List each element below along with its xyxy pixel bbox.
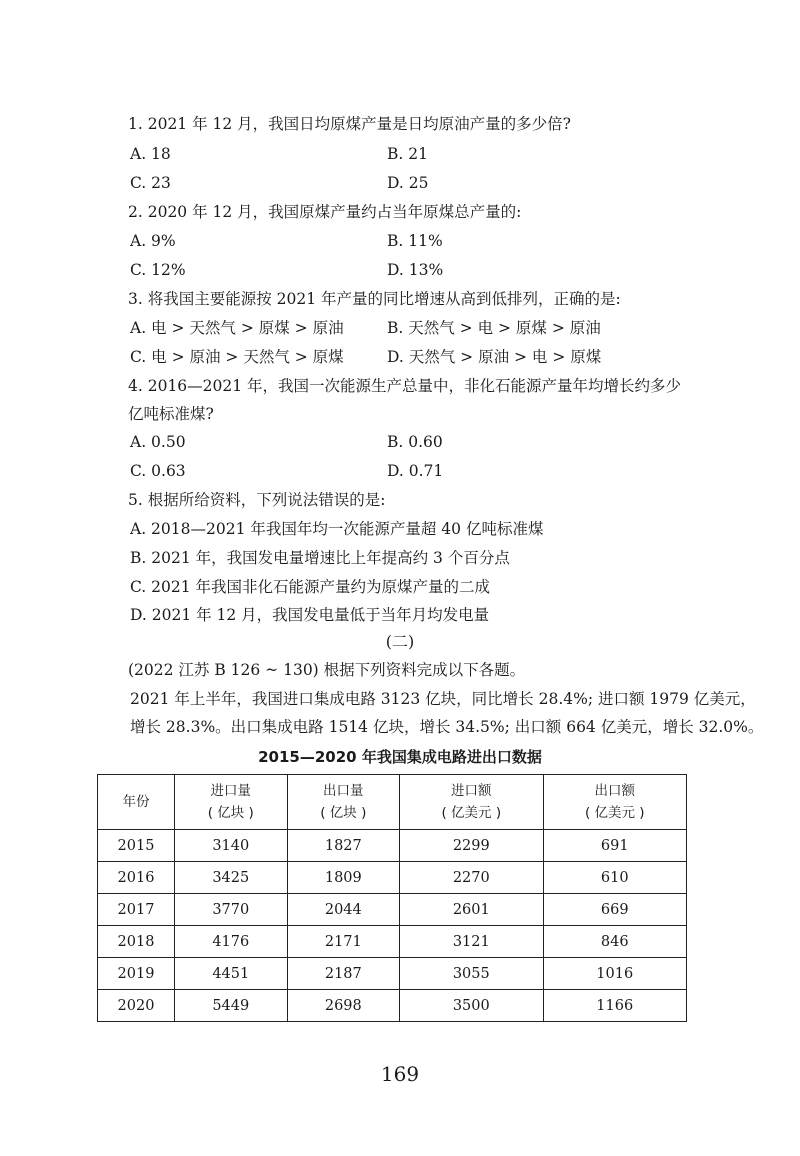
header-year: 年份 [98,775,175,830]
table-row [98,990,687,1022]
question-4-stem: 4. 2016—2021 年，我国一次能源生产总量中，非化石能源产量年均增长约多少 [128,377,682,395]
cell-export-value: 691 [543,830,686,862]
table-header-row [98,775,687,830]
cell-export-value: 669 [543,894,686,926]
cell-export-volume: 1827 [287,830,400,862]
cell-import-value: 3500 [400,990,543,1022]
section-heading: (二) [385,632,415,651]
question-3-option-c: C. 电 > 原油 > 天然气 > 原煤 [130,348,344,366]
question-3-stem: 3. 将我国主要能源按 2021 年产量的同比增速从高到低排列，正确的是: [128,290,621,308]
question-1-stem: 1. 2021 年 12 月，我国日均原煤产量是日均原油产量的多少倍? [128,115,571,133]
question-3-option-d: D. 天然气 > 原油 > 电 > 原煤 [387,348,602,366]
cell-import-volume: 4176 [175,926,288,958]
cell-export-value: 1016 [543,958,686,990]
cell-import-volume: 3140 [175,830,288,862]
cell-year: 2020 [98,990,175,1022]
header-import-volume: 进口量 ( 亿块 ) [175,775,288,830]
table-row [98,894,687,926]
question-3-option-b: B. 天然气 > 电 > 原煤 > 原油 [387,319,601,337]
table-row [98,926,687,958]
question-5-option-d: D. 2021 年 12 月，我国发电量低于当年月均发电量 [130,606,490,624]
question-1-option-d: D. 25 [387,174,429,192]
cell-year: 2019 [98,958,175,990]
cell-import-volume: 3770 [175,894,288,926]
cell-export-volume: 2187 [287,958,400,990]
question-1-option-a: A. 18 [130,145,171,163]
cell-year: 2016 [98,862,175,894]
question-2-option-c: C. 12% [130,261,186,279]
header-export-volume: 出口量 ( 亿块 ) [287,775,400,830]
material-paragraph-line-1: 2021 年上半年，我国进口集成电路 3123 亿块，同比增长 28.4%; 进口额 1979 亿美元， [130,690,756,708]
cell-import-value: 2601 [400,894,543,926]
cell-import-volume: 5449 [175,990,288,1022]
cell-import-value: 2299 [400,830,543,862]
cell-import-value: 3121 [400,926,543,958]
material-paragraph-line-2: 增长 28.3%。出口集成电路 1514 亿块，增长 34.5%; 出口额 664 亿美元，增长 32.0%。 [130,718,764,736]
question-4-option-c: C. 0.63 [130,462,186,480]
table-title: 2015—2020 年我国集成电路进出口数据 [258,748,542,766]
question-1-option-c: C. 23 [130,174,171,192]
page-number: 169 [380,1062,420,1086]
question-5-option-c: C. 2021 年我国非化石能源产量约为原煤产量的二成 [130,578,491,596]
cell-export-volume: 2044 [287,894,400,926]
header-export-value: 出口额 ( 亿美元 ) [543,775,686,830]
cell-year: 2015 [98,830,175,862]
cell-export-volume: 1809 [287,862,400,894]
cell-export-value: 610 [543,862,686,894]
question-4-stem-continued: 亿吨标准煤? [128,405,214,423]
question-2-stem: 2. 2020 年 12 月，我国原煤产量约占当年原煤总产量的: [128,203,522,221]
question-2-option-b: B. 11% [387,232,443,250]
table-row [98,862,687,894]
cell-import-volume: 3425 [175,862,288,894]
question-4-option-d: D. 0.71 [387,462,444,480]
table-row [98,830,687,862]
cell-export-volume: 2698 [287,990,400,1022]
ic-trade-table [97,774,687,1022]
question-4-option-b: B. 0.60 [387,433,443,451]
cell-year: 2018 [98,926,175,958]
question-3-option-a: A. 电 > 天然气 > 原煤 > 原油 [130,319,344,337]
cell-export-volume: 2171 [287,926,400,958]
question-4-option-a: A. 0.50 [130,433,186,451]
question-5-option-a: A. 2018—2021 年我国年均一次能源产量超 40 亿吨标准煤 [130,520,544,538]
question-1-option-b: B. 21 [387,145,428,163]
question-5-option-b: B. 2021 年，我国发电量增速比上年提高约 3 个百分点 [130,549,510,567]
question-2-option-a: A. 9% [130,232,176,250]
cell-import-value: 3055 [400,958,543,990]
cell-import-volume: 4451 [175,958,288,990]
section-intro: (2022 江苏 B 126 ~ 130) 根据下列资料完成以下各题。 [128,661,526,679]
question-2-option-d: D. 13% [387,261,444,279]
cell-export-value: 846 [543,926,686,958]
table-row [98,958,687,990]
cell-year: 2017 [98,894,175,926]
cell-import-value: 2270 [400,862,543,894]
cell-export-value: 1166 [543,990,686,1022]
header-import-value: 进口额 ( 亿美元 ) [400,775,543,830]
question-5-stem: 5. 根据所给资料，下列说法错误的是: [128,491,386,509]
